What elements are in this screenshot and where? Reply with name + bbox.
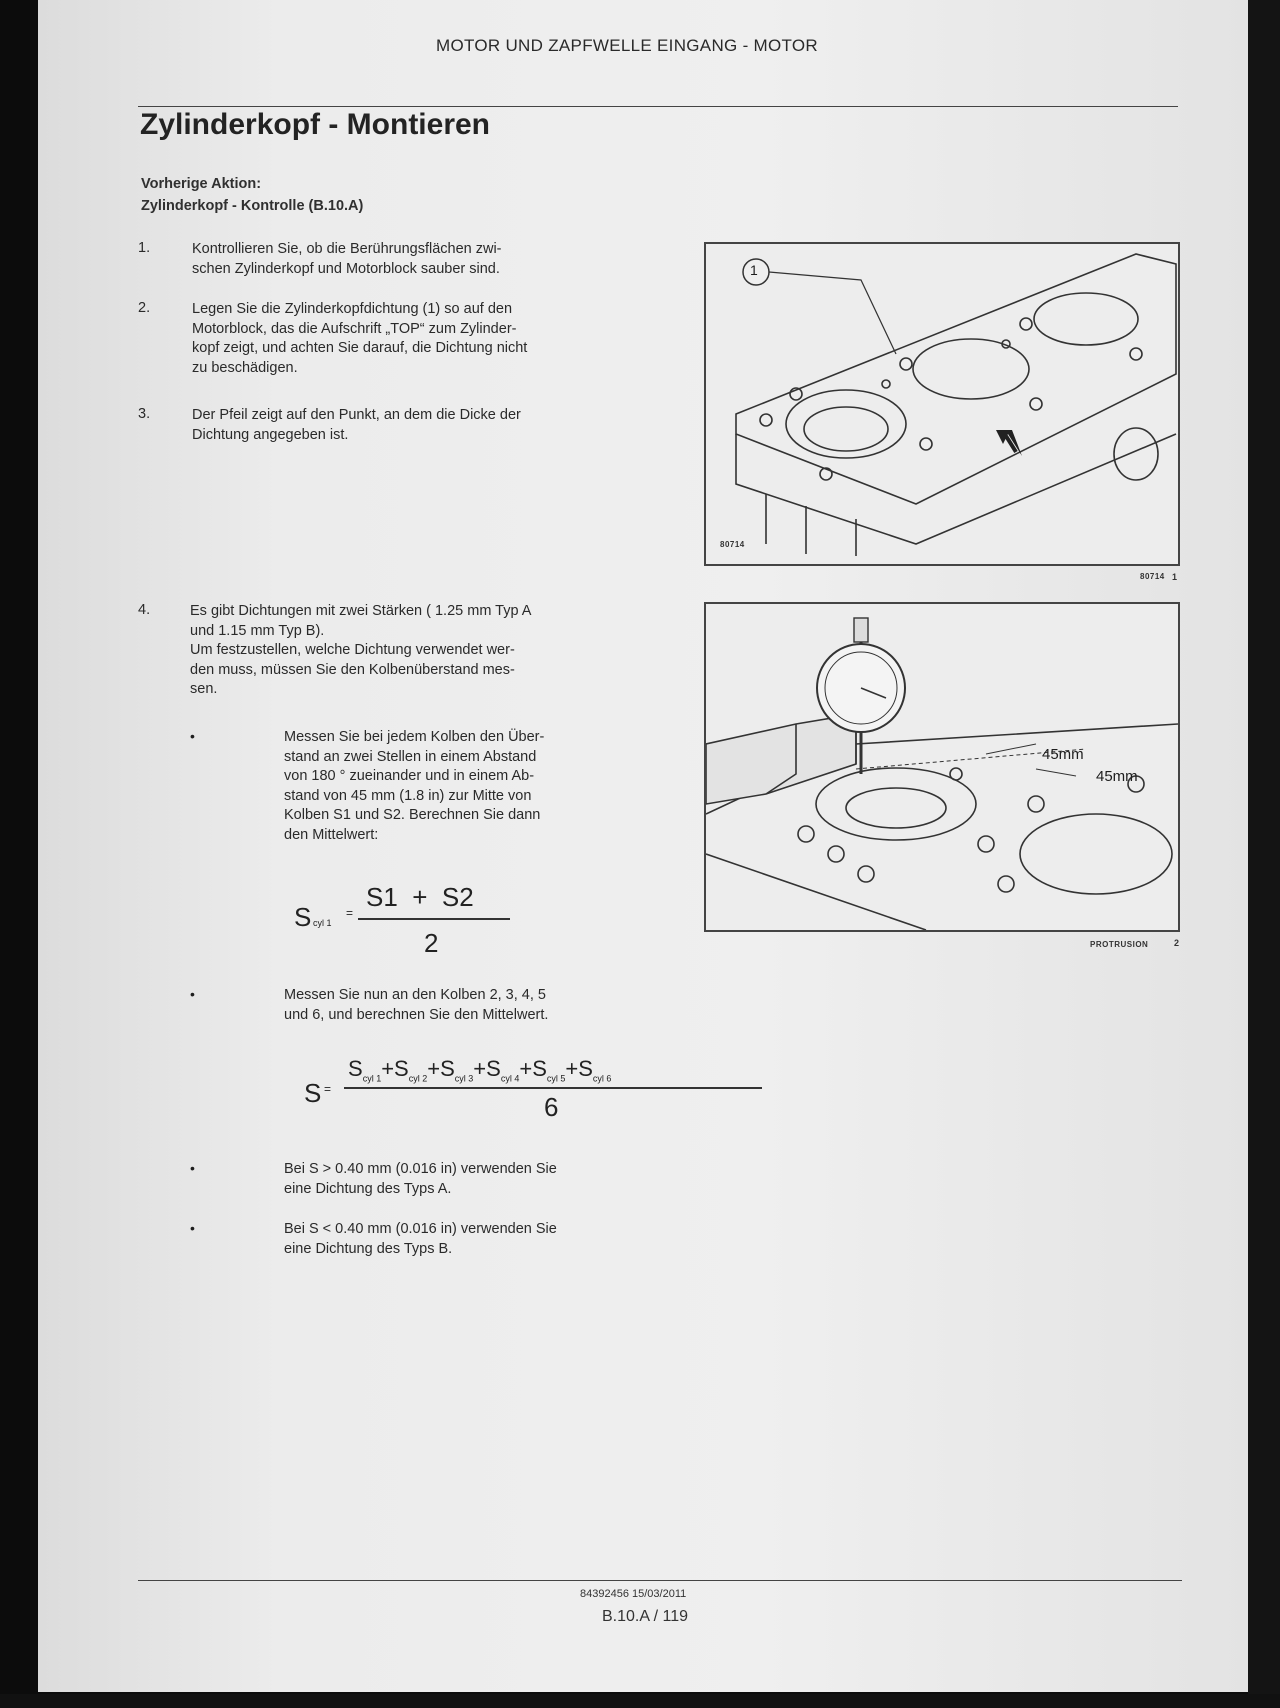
bullet-icon: • — [190, 986, 195, 1002]
formula2-numerator: $S_{cyl 1}+S_{cyl 2}+S_{cyl 3}+S_{cyl 4}+S_{cyl 5}+S_{cyl 6}$ — [348, 1056, 612, 1084]
screen-bottom-edge — [0, 1694, 1280, 1708]
previous-action-label: Vorherige Aktion: — [141, 176, 262, 192]
page-title: Zylinderkopf - Montieren — [140, 108, 491, 141]
footer-rule — [138, 1580, 1182, 1581]
bullet-icon: • — [190, 728, 195, 744]
figure-piston-protrusion — [704, 602, 1180, 932]
step-text: Kontrollieren Sie, ob die Berührungsflächen zwi- schen Zylinderkopf und Motorblock sauber sind. — [192, 241, 502, 277]
figure-code: 80714 — [720, 540, 745, 549]
bullet-text: Bei S < 0.40 mm (0.016 in) verwenden Sie eine Dichtung des Typs B. — [284, 1221, 557, 1257]
step-number: 3. — [138, 406, 151, 422]
bullet-text: Bei S > 0.40 mm (0.016 in) verwenden Sie eine Dichtung des Typs A. — [284, 1161, 557, 1197]
step-number: 4. — [138, 602, 151, 618]
formula-average-cyl1: S cyl 1 = S1 + S2 2 — [294, 882, 524, 962]
page-header: MOTOR UND ZAPFWELLE EINGANG - MOTOR — [436, 36, 819, 55]
figure-cylinder-head-gasket — [704, 242, 1180, 566]
document-number: 84392456 15/03/2011 — [580, 1588, 687, 1600]
figure-number: 2 — [1174, 938, 1180, 948]
bullet-icon: • — [190, 1160, 195, 1176]
gasket-illustration — [706, 244, 1178, 564]
figure-code: 80714 — [1140, 572, 1165, 581]
dimension-label: 45mm — [1042, 746, 1084, 763]
step-text: Der Pfeil zeigt auf den Punkt, an dem die Dicke der Dichtung angegeben ist. — [192, 407, 521, 443]
bullet-text: Messen Sie nun an den Kolben 2, 3, 4, 5 und 6, und berechnen Sie den Mittelwert. — [284, 987, 549, 1023]
dial-gauge-illustration — [706, 604, 1178, 930]
step-text: Es gibt Dichtungen mit zwei Stärken ( 1.25 mm Typ A und 1.15 mm Typ B). Um festzustellen, welche Dichtung verwendet wer- den muss, müssen Sie den Kolbenüberstand mes- sen. — [190, 603, 532, 697]
header-rule — [138, 106, 1178, 107]
bullet-icon: • — [190, 1220, 195, 1236]
step-number: 2. — [138, 300, 151, 316]
formula-average-all: S = $S_{cyl 1}+S_{cyl 2}+S_{cyl 3}+S_{cyl 4}+S_{cyl 5}+S_{cyl 6}$ 6 — [304, 1054, 764, 1124]
page-number: B.10.A / 119 — [602, 1608, 688, 1625]
figure-caption: PROTRUSION — [1090, 940, 1149, 949]
figure-callout-number: 1 — [750, 262, 758, 278]
dimension-label: 45mm — [1096, 768, 1138, 785]
figure-number: 1 — [1172, 572, 1178, 582]
screen-edge — [1248, 0, 1280, 1708]
bullet-text: Messen Sie bei jedem Kolben den Über- stand an zwei Stellen in einem Abstand von 180 ° zueinander und in einem Ab- stand von 45 mm (1.8 in) zur Mitte von Kolben S1 und S2. Berechnen Sie dann den Mittelwert: — [284, 729, 545, 843]
step-text: Legen Sie die Zylinderkopfdichtung (1) so auf den Motorblock, das die Aufschrift „TOP“ zum Zylinder- kopf zeigt, und achten Sie darauf, die Dichtung nicht zu beschädigen. — [192, 301, 528, 376]
step-number: 1. — [138, 240, 151, 256]
previous-action-link: Zylinderkopf - Kontrolle (B.10.A) — [141, 198, 364, 214]
